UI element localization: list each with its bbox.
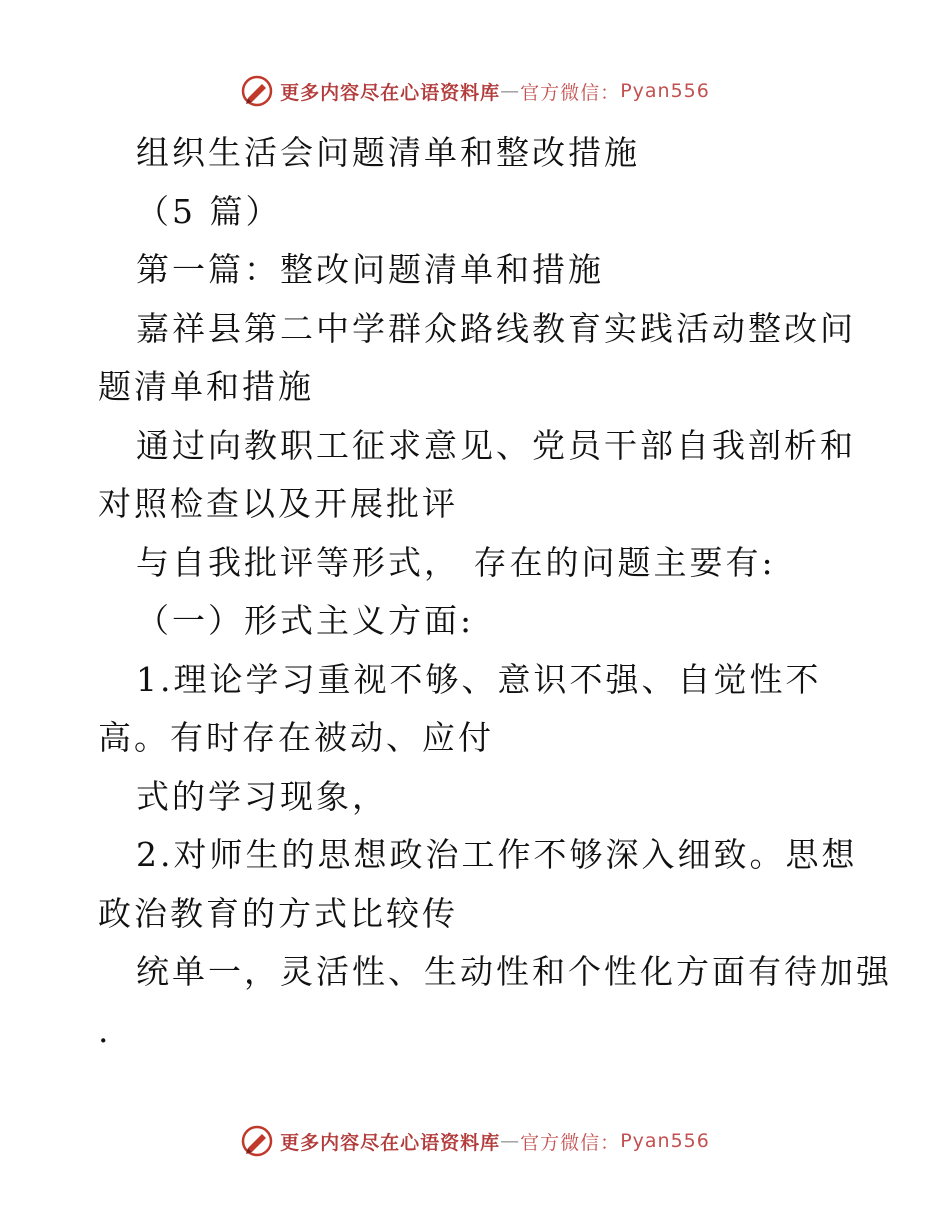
header-watermark-banner	[0, 74, 950, 108]
paragraph: （一）形式主义方面:	[136, 601, 475, 640]
banner-dash: —	[500, 80, 521, 102]
footer-watermark-banner	[0, 1124, 950, 1158]
pen-logo-icon	[240, 74, 274, 108]
banner-wechat-id: Pyan556	[620, 80, 710, 102]
banner-dash: —	[500, 1130, 521, 1152]
banner-official-label: 官方微信：	[520, 81, 621, 104]
paragraph: 通过向教职工征求意见、党员干部自我剖析和对照检查以及开展批评	[98, 425, 856, 523]
paragraph: 2.对师生的思想政治工作不够深入细致。思想政治教育的方式比较传	[98, 835, 858, 933]
banner-brand-text: 更多内容尽在心语资料库	[280, 81, 501, 104]
paragraph: 嘉祥县第二中学群众路线教育实践活动整改问题清单和措施	[98, 308, 856, 406]
paragraph: 与自我批评等形式， 存在的问题主要有:	[136, 542, 776, 582]
paragraph: 统单一，灵活性、生动性和个性化方面有待加强	[136, 952, 892, 991]
paragraph: 式的学习现象，	[136, 776, 388, 816]
pen-logo-icon	[240, 1124, 274, 1158]
paragraph: 1.理论学习重视不够、意识不强、自觉性不高。有时存在被动、应付	[98, 659, 822, 757]
document-body	[98, 124, 892, 1060]
section-heading: 第一篇：整改问题清单和措施	[136, 250, 604, 289]
banner-official-label: 官方微信：	[520, 1131, 621, 1154]
paragraph: .	[98, 1010, 112, 1050]
banner-wechat-id: Pyan556	[620, 1130, 710, 1152]
banner-brand-text: 更多内容尽在心语资料库	[280, 1131, 501, 1154]
document-title: 组织生活会问题清单和整改措施	[136, 133, 640, 172]
document-subtitle: （5 篇）	[136, 191, 282, 231]
